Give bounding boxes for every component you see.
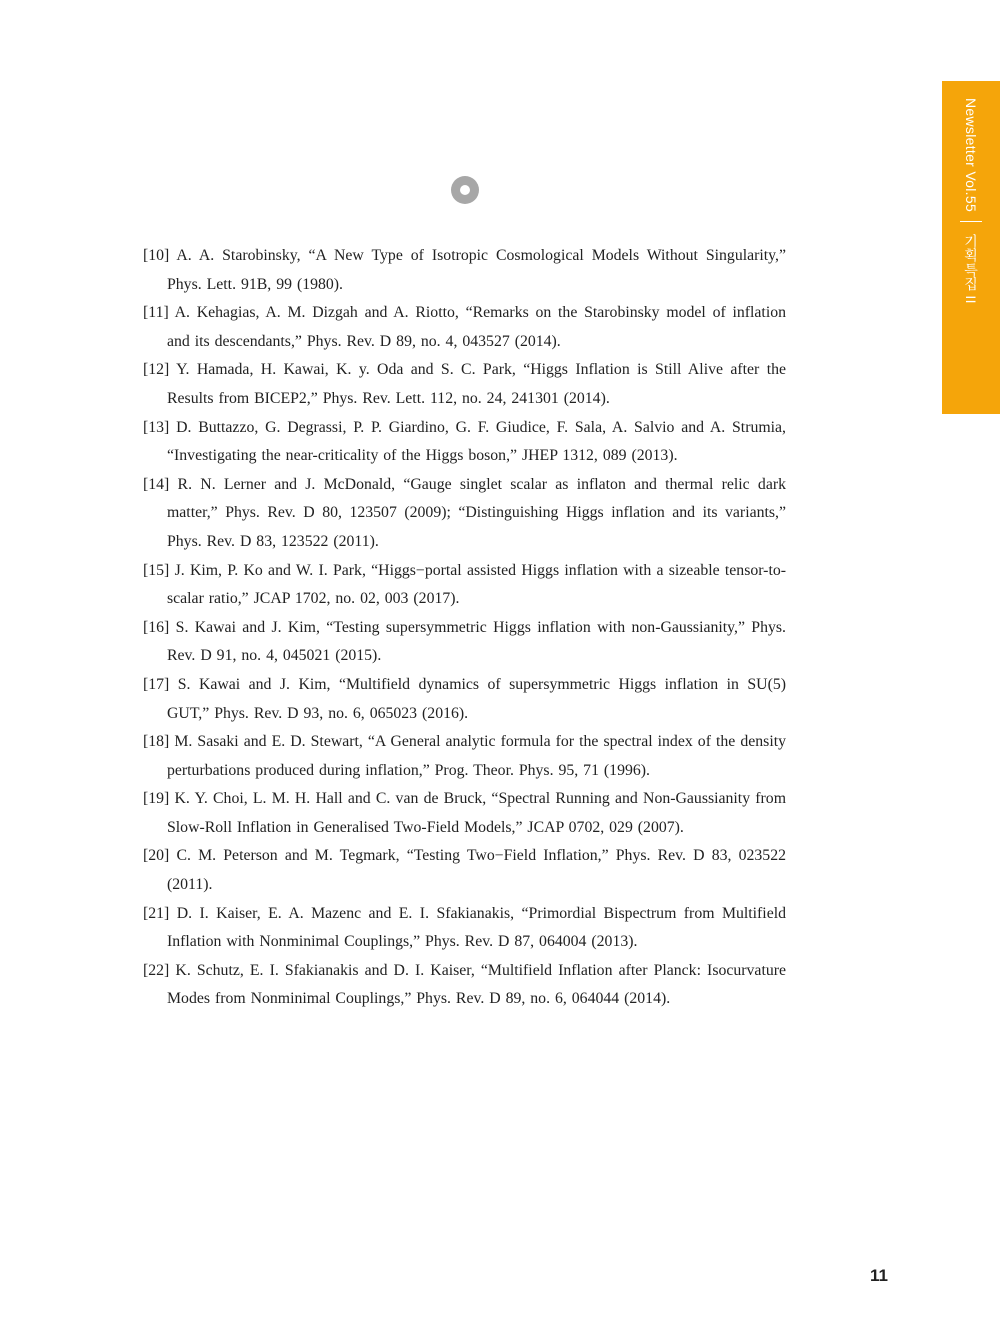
- reference-item-16: [16] S. Kawai and J. Kim, “Testing supersymmetric Higgs inflation with non-Gaussianity,” Phys. Rev. D 91, no. 4, 045021 (2015).: [143, 618, 786, 665]
- reference-item-19: [19] K. Y. Choi, L. M. H. Hall and C. van de Bruck, “Spectral Running and Non-Gaussianity from Slow-Roll Inflation in Generalised Two-Field Models,” JCAP 0702, 029 (2007).: [143, 790, 786, 836]
- newsletter-volume-label: Newsletter Vol.55: [963, 98, 979, 213]
- reference-item-20: [20] C. M. Peterson and M. Tegmark, “Testing Two−Field Inflation,” Phys. Rev. D 83, 023522 (2011).: [143, 847, 786, 894]
- reference-item-11: [11] A. Kehagias, A. M. Dizgah and A. Riotto, “Remarks on the Starobinsky model of inflation and its descendants,” Phys. Rev. D 89, no. 4, 043527 (2014).: [143, 304, 786, 350]
- section-title-label: 기획특집 II: [963, 234, 979, 304]
- side-tab-divider: [960, 221, 982, 222]
- reference-item-18: [18] M. Sasaki and E. D. Stewart, “A General analytic formula for the spectral index of the density perturbations produced during inflation,” Prog. Theor. Phys. 95, 71 (1996).: [143, 733, 786, 779]
- reference-item-14: [14] R. N. Lerner and J. McDonald, “Gauge singlet scalar as inflaton and thermal relic dark matter,” Phys. Rev. D 80, 123507 (2009); “Distinguishing Higgs inflation and its variants,” Phys. Rev. D 83, 123522 (2011).: [143, 475, 786, 550]
- reference-list: [143, 242, 786, 1014]
- page-number: 11: [870, 1266, 888, 1285]
- section-side-tab: [942, 81, 1000, 414]
- reference-item-17: [17] S. Kawai and J. Kim, “Multifield dynamics of supersymmetric Higgs inflation in SU(5) GUT,” Phys. Rev. D 93, no. 6, 065023 (2016).: [143, 675, 786, 722]
- reference-item-13: [13] D. Buttazzo, G. Degrassi, P. P. Giardino, G. F. Giudice, F. Sala, A. Salvio and A. Strumia, “Investigating the near-criticality of the Higgs boson,” JHEP 1312, 089 (2013).: [143, 418, 786, 465]
- reference-item-22: [22] K. Schutz, E. I. Sfakianakis and D. I. Kaiser, “Multifield Inflation after Planck: Isocurvature Modes from Nonminimal Couplings,” Phys. Rev. D 89, no. 6, 064044 (2014).: [143, 961, 786, 1008]
- reference-item-21: [21] D. I. Kaiser, E. A. Mazenc and E. I. Sfakianakis, “Primordial Bispectrum from Multifield Inflation with Nonminimal Couplings,” Phys. Rev. D 87, 064004 (2013).: [143, 904, 786, 951]
- reference-item-15: [15] J. Kim, P. Ko and W. I. Park, “Higgs−portal assisted Higgs inflation with a sizeable tensor-to-scalar ratio,” JCAP 1702, no. 02, 003 (2017).: [143, 561, 786, 608]
- circle-bullet-icon: [451, 176, 479, 204]
- reference-item-12: [12] Y. Hamada, H. Kawai, K. y. Oda and S. C. Park, “Higgs Inflation is Still Alive after the Results from BICEP2,” Phys. Rev. Lett. 112, no. 24, 241301 (2014).: [143, 361, 786, 407]
- reference-item-10: [10] A. A. Starobinsky, “A New Type of Isotropic Cosmological Models Without Singularity,” Phys. Lett. 91B, 99 (1980).: [143, 247, 786, 293]
